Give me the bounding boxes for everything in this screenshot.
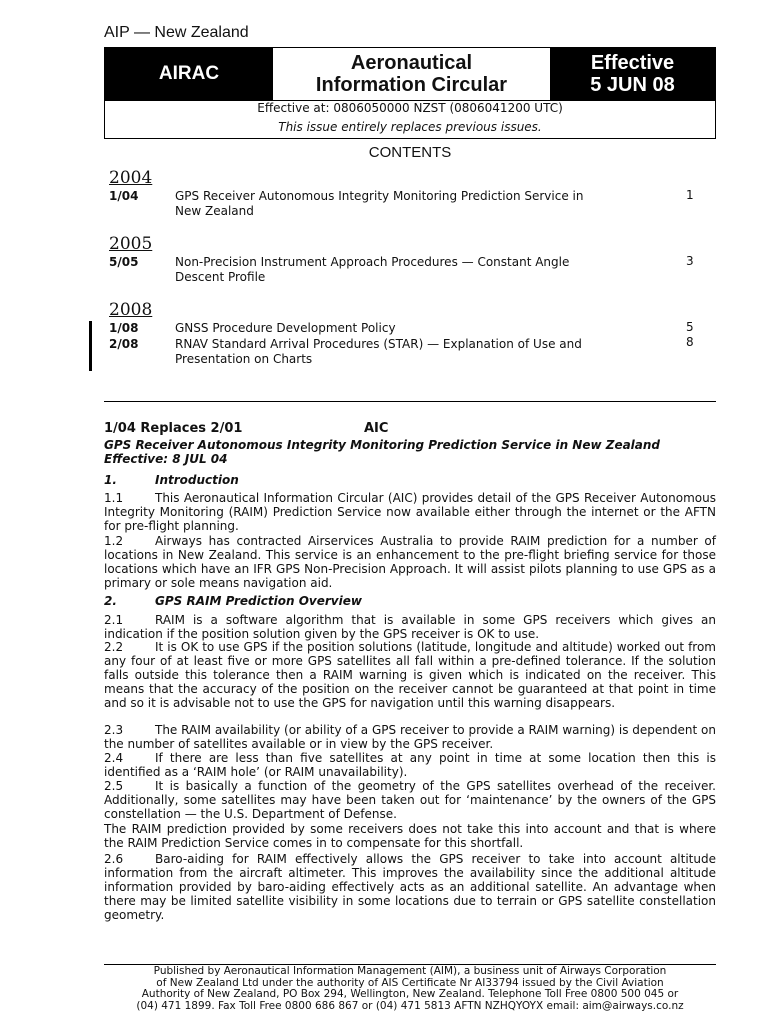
change-bar bbox=[89, 321, 92, 371]
paragraph-text: Baro-aiding for RAIM effectively allows the GPS receiver to take into account altitude information from the aircraft altimeter. This improves the availability since the additional altitude information provided by baro-aiding effectively acts as an additional satellite. An advantage when there may be limited satellite visibility in some locations due to terrain or GPS satellite constellation geometry. bbox=[104, 852, 716, 922]
contents-item-title-line: Descent Profile bbox=[175, 270, 266, 284]
contents-title: CONTENTS bbox=[368, 144, 452, 161]
paragraph-text: If there are less than five satellites at any point in time at some location then this is identified as a ‘RAIM hole’ (or RAIM unavailability). bbox=[104, 751, 716, 779]
contents-item-title-line: RNAV Standard Arrival Procedures (STAR) — Explanation of Use and bbox=[175, 337, 582, 351]
paragraph-text: This Aeronautical Information Circular (AIC) provides detail of the GPS Receiver Autonomous Integrity Monitoring (RAIM) Prediction Service now available either through the internet or the AFTN for pre-flight planning. bbox=[104, 491, 716, 533]
aic-label: AIC bbox=[364, 421, 389, 436]
effective-date-box bbox=[550, 48, 715, 100]
contents-year: 2005 bbox=[109, 234, 153, 254]
paragraph bbox=[104, 613, 716, 641]
section-heading bbox=[104, 473, 239, 487]
section-number: 2. bbox=[104, 594, 117, 608]
publisher-footer bbox=[104, 966, 716, 1012]
paragraph-number: 2.4 bbox=[104, 751, 124, 765]
paragraph-number: 2.1 bbox=[104, 613, 124, 627]
footer-line: Authority of New Zealand, PO Box 294, Wellington, New Zealand. Telephone Toll Free 0800 500 045 or bbox=[141, 988, 679, 1000]
contents-item-title bbox=[175, 189, 625, 219]
contents-item-page: 8 bbox=[686, 335, 694, 349]
paragraph bbox=[104, 779, 716, 821]
paragraph-text: The RAIM prediction provided by some receivers does not take this into account and that is where the RAIM Prediction Service comes in to compensate for this shortfall. bbox=[104, 822, 716, 850]
contents-item-page: 1 bbox=[686, 188, 694, 202]
paragraph-number: 2.2 bbox=[104, 640, 124, 654]
paragraph-number: 1.1 bbox=[104, 491, 124, 505]
contents-item-title-line: GPS Receiver Autonomous Integrity Monitoring Prediction Service in bbox=[175, 189, 584, 203]
paragraph-number: 2.3 bbox=[104, 723, 124, 737]
paragraph bbox=[104, 822, 716, 850]
contents-item-number: 5/05 bbox=[109, 255, 139, 269]
effective-at: Effective at: 0806050000 NZST (0806041200 UTC) bbox=[257, 101, 563, 115]
contents-item-title bbox=[175, 321, 625, 336]
effective-label: Effective bbox=[590, 52, 675, 74]
section-number: 1. bbox=[104, 473, 117, 487]
section-rule bbox=[104, 401, 716, 402]
aic-header-box bbox=[104, 47, 716, 139]
contents-item-title bbox=[175, 337, 625, 367]
aic-reference: 1/04 Replaces 2/01 bbox=[104, 421, 243, 436]
paragraph bbox=[104, 852, 716, 922]
contents-item-title bbox=[175, 255, 625, 285]
paragraph-text: It is basically a function of the geometry of the GPS satellites overhead of the receiver. Additionally, some satellites may have been taken out for ‘maintenance’ by the owners of the GPS constellation — the U.S. Department of Defense. bbox=[104, 779, 716, 821]
contents-item-title-line: GNSS Procedure Development Policy bbox=[175, 321, 396, 335]
paragraph-text: It is OK to use GPS if the position solutions (latitude, longitude and altitude) worked out from any four of at least five or more GPS satellites all fall within a pre-defined tolerance. If the solution falls outside this tolerance then a RAIM warning is given which is indicated on the receiver. This means that the accuracy of the position on the receiver cannot be guaranteed at that point in time and so it is advisable not to use the GPS for navigation until this warning disappears. bbox=[104, 640, 716, 710]
contents-item-number: 1/04 bbox=[109, 189, 139, 203]
footer-line: Published by Aeronautical Information Management (AIM), a business unit of Airways Corporation bbox=[153, 965, 667, 977]
effective-date: 5 JUN 08 bbox=[590, 74, 675, 96]
footer-line: (04) 471 1899. Fax Toll Free 0800 686 867 or (04) 471 5813 AFTN NZHQYOYX email: aim@airways.co.nz bbox=[136, 999, 684, 1012]
aic-title bbox=[273, 48, 550, 100]
paragraph bbox=[104, 491, 716, 533]
contents-year: 2004 bbox=[109, 168, 153, 188]
contents-item-title-line: Non-Precision Instrument Approach Procedures — Constant Angle bbox=[175, 255, 570, 269]
paragraph-text: The RAIM availability (or ability of a GPS receiver to provide a RAIM warning) is dependent on the number of satellites available or in view by the GPS receiver. bbox=[104, 723, 716, 751]
contents-item-title-line: Presentation on Charts bbox=[175, 352, 313, 366]
paragraph-number: 2.6 bbox=[104, 852, 124, 866]
contents-item-number: 1/08 bbox=[109, 321, 139, 335]
contents-item-page: 3 bbox=[686, 254, 694, 268]
paragraph-text: Airways has contracted Airservices Australia to provide RAIM prediction for a number of locations in New Zealand. This service is an enhancement to the pre-flight briefing service for those locations which have an IFR GPS Non-Precision Approach. It will assist pilots planning to use GPS as a primary or sole means navigation aid. bbox=[104, 534, 716, 590]
paragraph bbox=[104, 640, 716, 710]
section-title: GPS RAIM Prediction Overview bbox=[155, 594, 362, 608]
aic-title-line2: Information Circular bbox=[315, 74, 508, 96]
contents-item-number: 2/08 bbox=[109, 337, 139, 351]
replaces-note: This issue entirely replaces previous issues. bbox=[278, 120, 542, 134]
aip-running-title: AIP — New Zealand bbox=[104, 24, 249, 41]
footer-line: of New Zealand Ltd under the authority of AIS Certificate Nr AI33794 issued by the Civil Aviation bbox=[156, 976, 664, 989]
airac-label: AIRAC bbox=[105, 48, 273, 100]
paragraph-number: 1.2 bbox=[104, 534, 124, 548]
section-heading bbox=[104, 594, 362, 608]
paragraph bbox=[104, 751, 716, 779]
paragraph bbox=[104, 723, 716, 751]
contents-item-page: 5 bbox=[686, 320, 694, 334]
paragraph-number: 2.5 bbox=[104, 779, 124, 793]
section-title: Introduction bbox=[155, 473, 239, 487]
contents-year: 2008 bbox=[109, 300, 153, 320]
aic-subtitle bbox=[104, 438, 716, 466]
aic-subtitle-line: GPS Receiver Autonomous Integrity Monitoring Prediction Service in New Zealand bbox=[104, 438, 661, 452]
paragraph-text: RAIM is a software algorithm that is available in some GPS receivers which gives an indication if the position solution given by the GPS receiver is OK to use. bbox=[104, 613, 716, 641]
contents-item-title-line: New Zealand bbox=[175, 204, 254, 218]
aic-effective: Effective: 8 JUL 04 bbox=[104, 452, 228, 466]
paragraph bbox=[104, 534, 716, 590]
aic-title-line1: Aeronautical bbox=[350, 52, 473, 74]
